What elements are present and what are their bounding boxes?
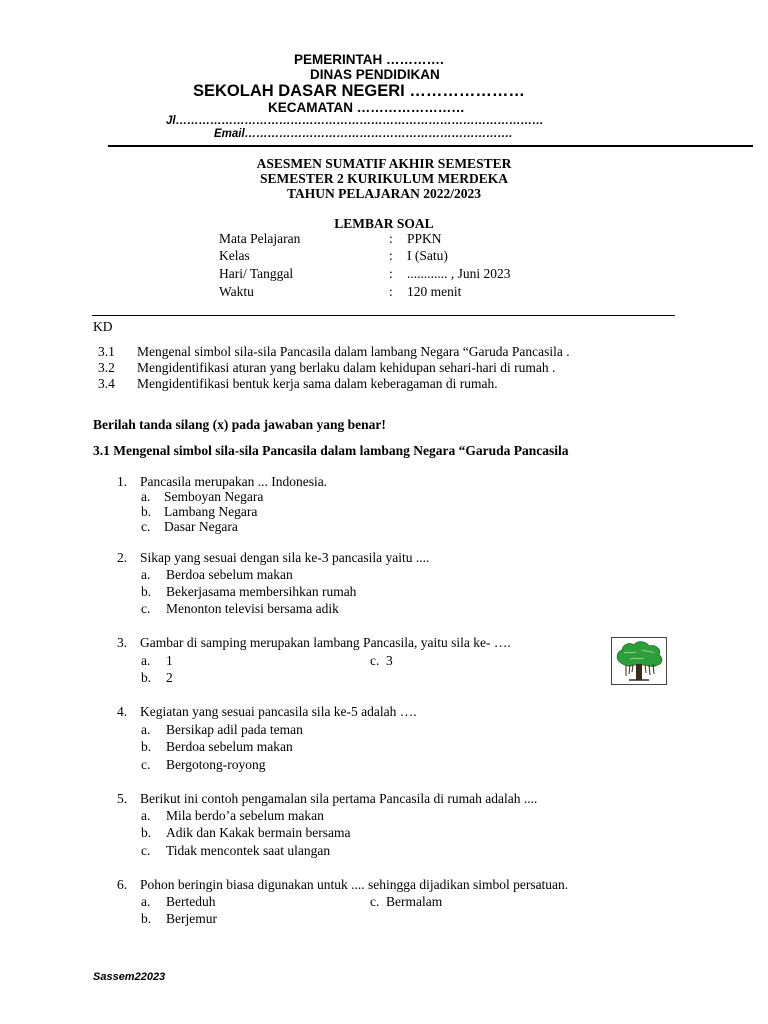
option-letter: b. bbox=[141, 504, 152, 519]
kd-number: 3.4 bbox=[98, 376, 115, 391]
option-text: Berdoa sebelum makan bbox=[166, 739, 293, 754]
question-number: 1. bbox=[117, 474, 128, 489]
option-text: 3 bbox=[386, 653, 393, 668]
letterhead-school: SEKOLAH DASAR NEGERI ………………… bbox=[193, 82, 525, 100]
exam-title: ASESMEN SUMATIF AKHIR SEMESTER bbox=[256, 156, 512, 171]
question-number: 5. bbox=[117, 791, 128, 806]
option-text: Lambang Negara bbox=[164, 504, 258, 519]
question-number: 6. bbox=[117, 877, 128, 892]
option-letter: c. bbox=[141, 519, 151, 534]
exam-semester: SEMESTER 2 KURIKULUM MERDEKA bbox=[260, 171, 508, 186]
info-label: Waktu bbox=[219, 284, 254, 299]
kd-text: Mengidentifikasi bentuk kerja sama dalam keberagaman di rumah. bbox=[137, 376, 498, 391]
question-text: Kegiatan yang sesuai pancasila sila ke-5 adalah …. bbox=[140, 704, 417, 719]
sheet-title: LEMBAR SOAL bbox=[334, 216, 434, 231]
option-letter: a. bbox=[141, 653, 151, 668]
option-letter: b. bbox=[141, 584, 152, 599]
question-number: 3. bbox=[117, 635, 128, 650]
letterhead-divider bbox=[108, 145, 753, 147]
option-text: Bergotong-royong bbox=[166, 757, 266, 772]
option-letter: b. bbox=[141, 911, 152, 926]
exam-year: TAHUN PELAJARAN 2022/2023 bbox=[286, 186, 481, 201]
info-label: Kelas bbox=[219, 248, 250, 263]
option-text: Berteduh bbox=[166, 894, 216, 909]
option-text: 2 bbox=[166, 670, 173, 685]
info-label: Mata Pelajaran bbox=[219, 231, 301, 246]
letterhead-agency: DINAS PENDIDIKAN bbox=[310, 67, 440, 82]
option-text: Berjemur bbox=[166, 911, 217, 926]
letterhead-address: Jl…………………………………………………………………………………… bbox=[166, 115, 544, 127]
option-text: 1 bbox=[166, 653, 173, 668]
instruction: Berilah tanda silang (x) pada jawaban yang benar! bbox=[93, 417, 386, 432]
banyan-tree-image bbox=[611, 637, 667, 685]
question-text: Pohon beringin biasa digunakan untuk .... sehingga dijadikan simbol persatuan. bbox=[140, 877, 569, 892]
option-letter: a. bbox=[141, 722, 151, 737]
question-text: Pancasila merupakan ... Indonesia. bbox=[140, 474, 328, 489]
option-text: Adik dan Kakak bermain bersama bbox=[166, 825, 351, 840]
info-label: Hari/ Tanggal bbox=[219, 266, 294, 281]
option-text: Tidak mencontek saat ulangan bbox=[166, 843, 331, 858]
info-separator: : bbox=[389, 284, 393, 299]
option-text: Bermalam bbox=[386, 894, 443, 909]
option-text: Semboyan Negara bbox=[164, 489, 264, 504]
info-value: PPKN bbox=[407, 231, 442, 246]
option-text: Menonton televisi bersama adik bbox=[166, 601, 339, 616]
option-text: Dasar Negara bbox=[164, 519, 238, 534]
option-letter: c. bbox=[141, 601, 151, 616]
info-value: I (Satu) bbox=[407, 248, 448, 263]
letterhead-government: PEMERINTAH …………. bbox=[294, 52, 444, 67]
info-value: 120 menit bbox=[407, 284, 462, 299]
question-text: Gambar di samping merupakan lambang Pancasila, yaitu sila ke- …. bbox=[140, 635, 511, 650]
option-letter: c. bbox=[141, 757, 151, 772]
info-separator: : bbox=[389, 248, 393, 263]
kd-number: 3.1 bbox=[98, 344, 115, 359]
kd-heading: KD bbox=[93, 319, 113, 334]
letterhead-district: KECAMATAN …………………… bbox=[268, 100, 465, 115]
question-text: Berikut ini contoh pengamalan sila pertama Pancasila di rumah adalah .... bbox=[140, 791, 538, 806]
kd-number: 3.2 bbox=[98, 360, 115, 375]
info-divider bbox=[92, 315, 675, 316]
question-number: 4. bbox=[117, 704, 128, 719]
option-text: Bekerjasama membersihkan rumah bbox=[166, 584, 357, 599]
option-letter: b. bbox=[141, 739, 152, 754]
section-title: 3.1 Mengenal simbol sila-sila Pancasila dalam lambang Negara “Garuda Pancasila bbox=[93, 443, 569, 458]
kd-text: Mengidentifikasi aturan yang berlaku dalam kehidupan sehari-hari di rumah . bbox=[137, 360, 556, 375]
option-letter: c. bbox=[370, 894, 380, 909]
option-letter: b. bbox=[141, 670, 152, 685]
letterhead-email: Email……………………………………………………………. bbox=[214, 128, 513, 140]
kd-text: Mengenal simbol sila-sila Pancasila dalam lambang Negara “Garuda Pancasila . bbox=[137, 344, 570, 359]
option-letter: a. bbox=[141, 489, 151, 504]
option-text: Berdoa sebelum makan bbox=[166, 567, 293, 582]
option-letter: c. bbox=[141, 843, 151, 858]
option-letter: a. bbox=[141, 567, 151, 582]
info-value: ............ , Juni 2023 bbox=[407, 266, 511, 281]
info-separator: : bbox=[389, 266, 393, 281]
option-letter: a. bbox=[141, 894, 151, 909]
option-letter: b. bbox=[141, 825, 152, 840]
option-text: Mila berdo’a sebelum makan bbox=[166, 808, 324, 823]
banyan-tree-icon bbox=[612, 638, 666, 684]
option-letter: a. bbox=[141, 808, 151, 823]
footer-code: Sassem22023 bbox=[93, 971, 166, 983]
info-separator: : bbox=[389, 231, 393, 246]
question-text: Sikap yang sesuai dengan sila ke-3 pancasila yaitu .... bbox=[140, 550, 430, 565]
option-letter: c. bbox=[370, 653, 380, 668]
option-text: Bersikap adil pada teman bbox=[166, 722, 303, 737]
question-number: 2. bbox=[117, 550, 128, 565]
